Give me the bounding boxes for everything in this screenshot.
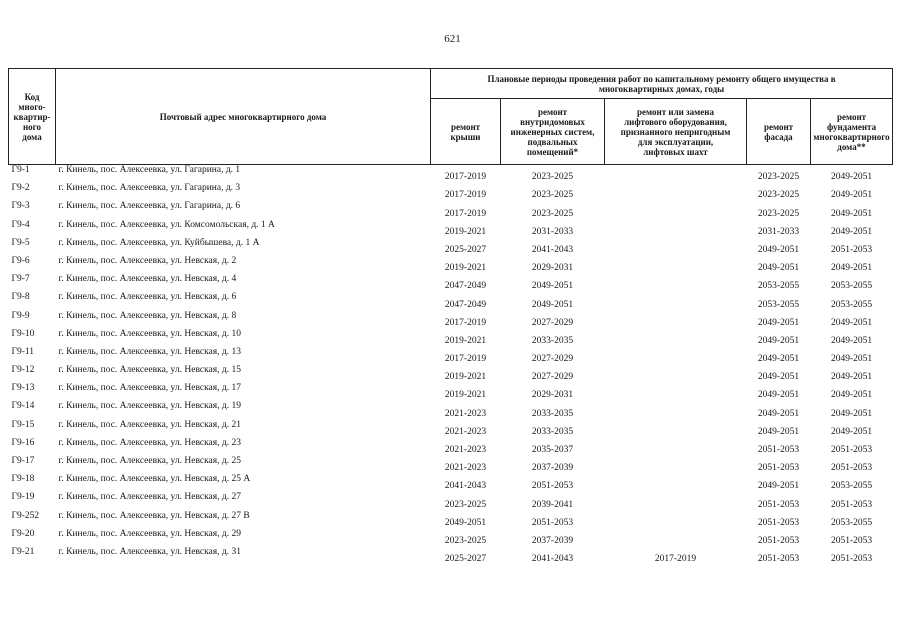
cell-facade: 2053-2055 bbox=[757, 299, 800, 310]
cell-engineering: 2035-2037 bbox=[531, 445, 574, 455]
cell-elevator bbox=[605, 201, 747, 219]
cell-address: г. Кинель, пос. Алексеевка, ул. Невская, д. 29 bbox=[58, 528, 241, 539]
header-line: Код bbox=[24, 91, 40, 102]
cell-facade: 2049-2051 bbox=[757, 481, 800, 492]
cell-roof: 2049-2051 bbox=[444, 517, 487, 528]
cell-roof: 2019-2021 bbox=[444, 263, 487, 274]
cell-address: г. Кинель, пос. Алексеевка, ул. Невская, д. 19 bbox=[58, 401, 241, 412]
cell-facade: 2053-2055 bbox=[757, 281, 800, 292]
cell-foundation: 2049-2051 bbox=[830, 190, 873, 201]
cell-foundation: 2051-2053 bbox=[830, 554, 873, 565]
cell-facade: 2051-2053 bbox=[757, 517, 800, 528]
header-line: ремонт bbox=[763, 121, 794, 132]
cell-code: Г9-3 bbox=[11, 201, 30, 212]
cell-elevator bbox=[605, 292, 747, 310]
cell-address: г. Кинель, пос. Алексеевка, ул. Невская, д. 4 bbox=[58, 274, 237, 285]
table-row bbox=[9, 474, 893, 492]
header-roof bbox=[431, 99, 501, 165]
cell-address: г. Кинель, пос. Алексеевка, ул. Невская, д. 17 bbox=[58, 383, 241, 394]
cell-engineering: 2037-2039 bbox=[531, 463, 574, 474]
table-row bbox=[9, 183, 893, 201]
cell-roof: 2019-2021 bbox=[444, 390, 487, 401]
cell-elevator bbox=[605, 329, 747, 347]
cell-roof: 2023-2025 bbox=[444, 499, 487, 510]
header-line: внутридомовых bbox=[520, 116, 585, 127]
cell-address: г. Кинель, пос. Алексеевка, ул. Комсомольская, д. 1 А bbox=[58, 219, 275, 230]
cell-elevator bbox=[605, 183, 747, 201]
cell-roof: 2025-2027 bbox=[444, 554, 487, 565]
table-body bbox=[9, 165, 893, 566]
cell-address: г. Кинель, пос. Алексеевка, ул. Невская, д. 8 bbox=[58, 310, 237, 321]
cell-code: Г9-10 bbox=[11, 328, 35, 339]
cell-engineering: 2051-2053 bbox=[531, 481, 574, 492]
cell-code: Г9-18 bbox=[11, 474, 35, 485]
cell-facade: 2023-2025 bbox=[757, 190, 800, 201]
cell-facade: 2049-2051 bbox=[757, 317, 800, 328]
table-row bbox=[9, 511, 893, 529]
cell-elevator bbox=[605, 165, 747, 184]
cell-elevator bbox=[605, 238, 747, 256]
cell-foundation: 2053-2055 bbox=[830, 517, 873, 528]
cell-address: г. Кинель, пос. Алексеевка, ул. Невская, д. 25 А bbox=[58, 474, 251, 485]
cell-elevator bbox=[605, 311, 747, 329]
cell-facade: 2051-2053 bbox=[757, 554, 800, 565]
cell-engineering: 2027-2029 bbox=[531, 372, 574, 383]
cell-engineering: 2031-2033 bbox=[531, 226, 574, 237]
cell-facade: 2051-2053 bbox=[757, 445, 800, 455]
header-engineering bbox=[501, 99, 605, 165]
header-line: лифтовых шахт bbox=[643, 146, 708, 157]
cell-code: Г9-6 bbox=[11, 255, 30, 266]
cell-facade: 2049-2051 bbox=[757, 426, 800, 437]
cell-engineering: 2037-2039 bbox=[531, 535, 574, 546]
cell-code: Г9-16 bbox=[11, 437, 35, 448]
cell-foundation: 2049-2051 bbox=[830, 335, 873, 346]
cell-code: Г9-20 bbox=[11, 528, 35, 539]
cell-elevator bbox=[605, 256, 747, 274]
cell-address: г. Кинель, пос. Алексеевка, ул. Гагарина, д. 3 bbox=[58, 183, 241, 194]
header-line: Плановые периоды проведения работ по капитальному ремонту общего имущества в bbox=[487, 73, 836, 84]
cell-code: Г9-17 bbox=[11, 456, 35, 466]
cell-roof: 2019-2021 bbox=[444, 372, 487, 383]
cell-elevator: 2017-2019 bbox=[654, 554, 697, 565]
table-header bbox=[9, 69, 893, 165]
cell-roof: 2017-2019 bbox=[444, 317, 487, 328]
table-row bbox=[9, 347, 893, 365]
header-line: для эксплуатации, bbox=[637, 136, 714, 147]
cell-elevator bbox=[605, 492, 747, 510]
cell-foundation: 2049-2051 bbox=[830, 426, 873, 437]
cell-address: г. Кинель, пос. Алексеевка, ул. Невская, д. 23 bbox=[58, 437, 241, 448]
cell-facade: 2023-2025 bbox=[757, 208, 800, 219]
cell-facade: 2049-2051 bbox=[757, 354, 800, 365]
cell-facade: 2049-2051 bbox=[757, 390, 800, 401]
cell-foundation: 2049-2051 bbox=[830, 172, 873, 183]
cell-facade: 2031-2033 bbox=[757, 226, 800, 237]
cell-address: г. Кинель, пос. Алексеевка, ул. Гагарина, д. 1 bbox=[58, 165, 241, 175]
cell-foundation: 2049-2051 bbox=[830, 226, 873, 237]
table-row bbox=[9, 365, 893, 383]
cell-engineering: 2023-2025 bbox=[531, 208, 574, 219]
cell-roof: 2023-2025 bbox=[444, 535, 487, 546]
table-row bbox=[9, 165, 893, 184]
table-row bbox=[9, 420, 893, 438]
cell-engineering: 2033-2035 bbox=[531, 408, 574, 419]
table-row bbox=[9, 274, 893, 292]
cell-address: г. Кинель, пос. Алексеевка, ул. Невская, д. 27 bbox=[58, 492, 241, 503]
cell-code: Г9-5 bbox=[11, 237, 30, 248]
cell-roof: 2047-2049 bbox=[444, 281, 487, 292]
cell-facade: 2049-2051 bbox=[757, 372, 800, 383]
header-line: ного bbox=[22, 121, 42, 132]
cell-foundation: 2051-2053 bbox=[830, 535, 873, 546]
cell-address: г. Кинель, пос. Алексеевка, ул. Куйбышева, д. 1 А bbox=[58, 237, 260, 248]
cell-foundation: 2051-2053 bbox=[830, 499, 873, 510]
table-row bbox=[9, 238, 893, 256]
cell-address: г. Кинель, пос. Алексеевка, ул. Невская, д. 15 bbox=[58, 365, 241, 376]
cell-engineering: 2049-2051 bbox=[531, 281, 574, 292]
cell-foundation: 2049-2051 bbox=[830, 408, 873, 419]
header-line: ремонт bbox=[537, 106, 568, 117]
table-row bbox=[9, 201, 893, 219]
cell-roof: 2021-2023 bbox=[444, 426, 487, 437]
cell-foundation: 2053-2055 bbox=[830, 481, 873, 492]
cell-roof: 2017-2019 bbox=[444, 208, 487, 219]
cell-facade: 2051-2053 bbox=[757, 499, 800, 510]
cell-engineering: 2027-2029 bbox=[531, 317, 574, 328]
table-row bbox=[9, 383, 893, 401]
table-row bbox=[9, 220, 893, 238]
cell-engineering: 2049-2051 bbox=[531, 299, 574, 310]
header-line: крыши bbox=[450, 131, 481, 142]
cell-foundation: 2051-2053 bbox=[830, 445, 873, 455]
header-line: ремонт или замена bbox=[637, 106, 714, 117]
page-number: 621 bbox=[444, 33, 461, 45]
cell-address: г. Кинель, пос. Алексеевка, ул. Невская, д. 25 bbox=[58, 456, 241, 466]
header-address: Почтовый адрес многоквартирного дома bbox=[56, 69, 431, 165]
cell-foundation: 2051-2053 bbox=[830, 463, 873, 474]
table-row bbox=[9, 329, 893, 347]
table-row bbox=[9, 256, 893, 274]
cell-facade: 2023-2025 bbox=[757, 172, 800, 183]
repair-schedule-table bbox=[8, 68, 893, 565]
header-line: ремонт bbox=[836, 111, 867, 122]
cell-engineering: 2041-2043 bbox=[531, 554, 574, 565]
cell-code: Г9-21 bbox=[11, 546, 35, 557]
cell-roof: 2047-2049 bbox=[444, 299, 487, 310]
cell-elevator bbox=[605, 438, 747, 456]
cell-engineering: 2051-2053 bbox=[531, 517, 574, 528]
cell-engineering: 2029-2031 bbox=[531, 390, 574, 401]
cell-code: Г9-15 bbox=[11, 419, 35, 430]
cell-engineering: 2033-2035 bbox=[531, 426, 574, 437]
header-line: помещений* bbox=[526, 146, 579, 157]
header-line: дома** bbox=[837, 141, 866, 152]
cell-facade: 2049-2051 bbox=[757, 244, 800, 255]
cell-facade: 2049-2051 bbox=[757, 408, 800, 419]
cell-code: Г9-12 bbox=[11, 365, 35, 376]
cell-roof: 2017-2019 bbox=[444, 190, 487, 201]
cell-elevator bbox=[605, 529, 747, 547]
header-code bbox=[9, 69, 56, 165]
cell-code: Г9-2 bbox=[11, 183, 30, 194]
cell-elevator bbox=[605, 365, 747, 383]
cell-code: Г9-13 bbox=[11, 383, 35, 394]
header-line: многоквартирных домах, годы bbox=[598, 83, 725, 94]
cell-elevator bbox=[605, 220, 747, 238]
cell-engineering: 2029-2031 bbox=[531, 263, 574, 274]
cell-code: Г9-4 bbox=[11, 219, 30, 230]
table-row bbox=[9, 438, 893, 456]
cell-address: г. Кинель, пос. Алексеевка, ул. Гагарина, д. 6 bbox=[58, 201, 241, 212]
cell-code: Г9-11 bbox=[11, 346, 35, 357]
cell-engineering: 2033-2035 bbox=[531, 335, 574, 346]
cell-address: г. Кинель, пос. Алексеевка, ул. Невская, д. 21 bbox=[58, 419, 241, 430]
cell-roof: 2019-2021 bbox=[444, 335, 487, 346]
cell-elevator bbox=[605, 401, 747, 419]
cell-engineering: 2023-2025 bbox=[531, 190, 574, 201]
table-row bbox=[9, 456, 893, 474]
header-line: многоквартирного bbox=[813, 131, 890, 142]
cell-foundation: 2049-2051 bbox=[830, 208, 873, 219]
cell-elevator bbox=[605, 474, 747, 492]
cell-elevator bbox=[605, 274, 747, 292]
cell-foundation: 2049-2051 bbox=[830, 390, 873, 401]
header-foundation bbox=[811, 99, 893, 165]
table-row bbox=[9, 547, 893, 565]
cell-engineering: 2023-2025 bbox=[531, 172, 574, 183]
cell-foundation: 2049-2051 bbox=[830, 263, 873, 274]
cell-engineering: 2027-2029 bbox=[531, 354, 574, 365]
header-line: фасада bbox=[764, 131, 793, 142]
cell-address: г. Кинель, пос. Алексеевка, ул. Невская, д. 27 В bbox=[58, 510, 250, 521]
cell-roof: 2041-2043 bbox=[444, 481, 487, 492]
table-row bbox=[9, 401, 893, 419]
header-facade bbox=[747, 99, 811, 165]
cell-engineering: 2041-2043 bbox=[531, 244, 574, 255]
cell-elevator bbox=[605, 420, 747, 438]
cell-code: Г9-14 bbox=[11, 401, 35, 412]
cell-facade: 2051-2053 bbox=[757, 463, 800, 474]
table-row bbox=[9, 492, 893, 510]
cell-foundation: 2053-2055 bbox=[830, 281, 873, 292]
header-line: признанного непригодным bbox=[620, 126, 731, 137]
cell-address: г. Кинель, пос. Алексеевка, ул. Невская, д. 31 bbox=[58, 546, 241, 557]
cell-facade: 2049-2051 bbox=[757, 263, 800, 274]
cell-elevator bbox=[605, 511, 747, 529]
cell-address: г. Кинель, пос. Алексеевка, ул. Невская, д. 10 bbox=[58, 328, 241, 339]
cell-address: г. Кинель, пос. Алексеевка, ул. Невская, д. 13 bbox=[58, 346, 241, 357]
cell-roof: 2017-2019 bbox=[444, 354, 487, 365]
cell-engineering: 2039-2041 bbox=[531, 499, 574, 510]
header-elevator bbox=[605, 99, 747, 165]
cell-code: Г9-19 bbox=[11, 492, 35, 503]
cell-facade: 2049-2051 bbox=[757, 335, 800, 346]
cell-code: Г9-8 bbox=[11, 292, 30, 303]
header-line: квартир- bbox=[13, 111, 51, 122]
cell-address: г. Кинель, пос. Алексеевка, ул. Невская, д. 2 bbox=[58, 255, 237, 266]
cell-elevator bbox=[605, 383, 747, 401]
table-row bbox=[9, 529, 893, 547]
cell-roof: 2021-2023 bbox=[444, 408, 487, 419]
cell-code: Г9-1 bbox=[11, 165, 30, 175]
header-line: много- bbox=[18, 101, 46, 112]
header-periods bbox=[431, 69, 893, 99]
table-row bbox=[9, 292, 893, 310]
cell-code: Г9-7 bbox=[11, 274, 30, 285]
cell-foundation: 2049-2051 bbox=[830, 372, 873, 383]
cell-foundation: 2049-2051 bbox=[830, 317, 873, 328]
cell-code: Г9-252 bbox=[11, 510, 40, 521]
cell-roof: 2017-2019 bbox=[444, 172, 487, 183]
cell-roof: 2025-2027 bbox=[444, 244, 487, 255]
header-line: подвальных bbox=[527, 136, 578, 147]
header-line: дома bbox=[22, 131, 42, 142]
header-line: лифтового оборудования, bbox=[624, 116, 727, 127]
cell-foundation: 2049-2051 bbox=[830, 354, 873, 365]
cell-roof: 2021-2023 bbox=[444, 463, 487, 474]
cell-elevator bbox=[605, 347, 747, 365]
cell-roof: 2021-2023 bbox=[444, 445, 487, 455]
cell-code: Г9-9 bbox=[11, 310, 30, 321]
cell-foundation: 2053-2055 bbox=[830, 299, 873, 310]
header-line: фундамента bbox=[826, 121, 877, 132]
table-row bbox=[9, 311, 893, 329]
cell-address: г. Кинель, пос. Алексеевка, ул. Невская, д. 6 bbox=[58, 292, 237, 303]
header-line: инженерных систем, bbox=[510, 126, 595, 137]
cell-foundation: 2051-2053 bbox=[830, 244, 873, 255]
header-line: ремонт bbox=[450, 121, 481, 132]
cell-facade: 2051-2053 bbox=[757, 535, 800, 546]
cell-elevator bbox=[605, 456, 747, 474]
cell-roof: 2019-2021 bbox=[444, 226, 487, 237]
